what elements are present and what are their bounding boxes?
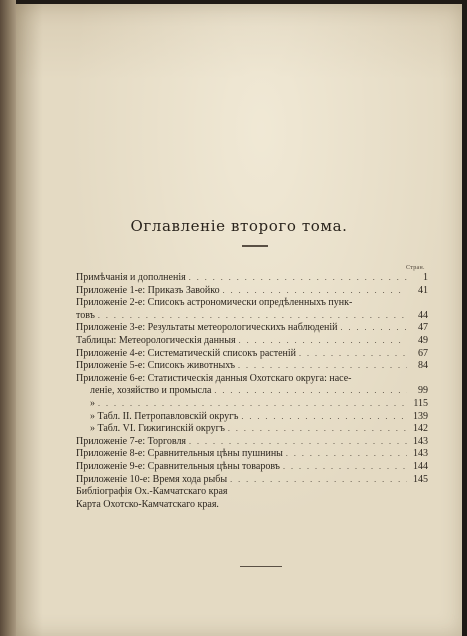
toc-page-number: 41 — [418, 284, 428, 296]
toc-entry-title: Библiографія Ох.-Камчатскаго края — [76, 486, 228, 498]
toc-row — [76, 285, 428, 298]
toc-dot-leader — [286, 448, 407, 461]
page-title: Оглавленie второго тома. — [130, 217, 348, 235]
toc-dot-leader — [228, 423, 407, 436]
toc-page-number: 99 — [418, 385, 428, 397]
toc-dot-leader — [98, 310, 407, 323]
toc-row — [76, 411, 428, 424]
toc-entry-title: Приложенie 4-е: Систематическій списокъ растеній — [76, 347, 296, 359]
toc-entry-title: Приложенie 1-е: Приказъ Завойко — [76, 284, 220, 296]
toc-page-number: 49 — [418, 334, 428, 346]
toc-entry-title: Карта Охотско-Камчатскаго края. — [76, 498, 219, 510]
toc-page-number: 47 — [418, 322, 428, 334]
toc-page-number: 84 — [418, 360, 428, 372]
toc-row — [76, 348, 428, 361]
toc-dot-leader — [189, 436, 407, 449]
toc-entry-title: Приложенie 8-е: Сравнительныя цѣны пушнины — [76, 448, 283, 460]
toc-dot-leader — [238, 360, 407, 373]
toc-dot-leader — [239, 335, 407, 348]
toc-dot-leader — [98, 398, 407, 411]
toc-row — [76, 499, 428, 512]
table-of-contents — [76, 272, 428, 511]
toc-row — [76, 423, 428, 436]
toc-dot-leader — [283, 461, 407, 474]
toc-entry-title: Приложенie 6-е: Статистическія данныя Охотскаго округа: насе- — [76, 372, 352, 384]
toc-entry-title: Приложенie 5-е: Списокъ животныхъ — [76, 360, 235, 372]
toc-entry-title: » — [90, 397, 95, 409]
toc-entry-title: Приложенie 10-е: Время хода рыбы — [76, 473, 228, 485]
toc-dot-leader — [230, 474, 407, 487]
toc-entry-title: » Табл. VI. Гижигинскій округъ — [90, 423, 225, 435]
toc-dot-leader — [299, 348, 407, 361]
toc-row — [76, 385, 428, 398]
toc-dot-leader — [189, 272, 407, 285]
toc-row — [76, 373, 428, 386]
toc-entry-title: Приложенie 7-е: Торговля — [76, 435, 187, 447]
toc-dot-leader — [223, 285, 407, 298]
toc-entry-title: товъ — [76, 309, 95, 321]
toc-row — [76, 448, 428, 461]
toc-page-number: 115 — [413, 397, 428, 409]
toc-page-number: 44 — [418, 309, 428, 321]
toc-row — [76, 486, 428, 499]
toc-entry-title: Таблицы: Метеорологическія данныя — [76, 334, 236, 346]
toc-entry-title: Приложенie 3-е: Результаты метеорологическихъ наблюденій — [76, 322, 338, 334]
toc-entry-title: Приложенie 2-е: Списокъ астрономически опредѣленныхъ пунк- — [76, 297, 353, 309]
toc-page-number: 143 — [413, 448, 428, 460]
toc-page-number: 142 — [413, 423, 428, 435]
bottom-divider — [240, 566, 282, 567]
toc-row — [76, 398, 428, 411]
toc-entry-title: леніе, хозяйство и промысла — [90, 385, 212, 397]
left-page-edge — [0, 0, 16, 636]
toc-row — [76, 360, 428, 373]
toc-row — [76, 272, 428, 285]
page-column-label: Стран. — [406, 265, 425, 271]
toc-row — [76, 297, 428, 310]
toc-page-number: 143 — [413, 435, 428, 447]
book-page — [16, 4, 462, 636]
toc-row — [76, 335, 428, 348]
toc-entry-title: Приложенie 9-е: Сравнительныя цѣны товаровъ — [76, 460, 280, 472]
toc-page-number: 144 — [413, 460, 428, 472]
toc-dot-leader — [341, 322, 408, 335]
toc-row — [76, 322, 428, 335]
toc-row — [76, 474, 428, 487]
toc-entry-title: » Табл. II. Петропавловскій округъ — [90, 410, 239, 422]
title-divider — [242, 245, 268, 247]
toc-page-number: 139 — [413, 410, 428, 422]
toc-dot-leader — [214, 385, 407, 398]
toc-page-number: 67 — [418, 347, 428, 359]
toc-row — [76, 461, 428, 474]
toc-page-number: 1 — [423, 272, 428, 283]
toc-page-number: 145 — [413, 473, 428, 485]
toc-entry-title: Примѣчанія и дополненія — [76, 272, 186, 283]
toc-row — [76, 310, 428, 323]
toc-row — [76, 436, 428, 449]
toc-dot-leader — [241, 411, 407, 424]
